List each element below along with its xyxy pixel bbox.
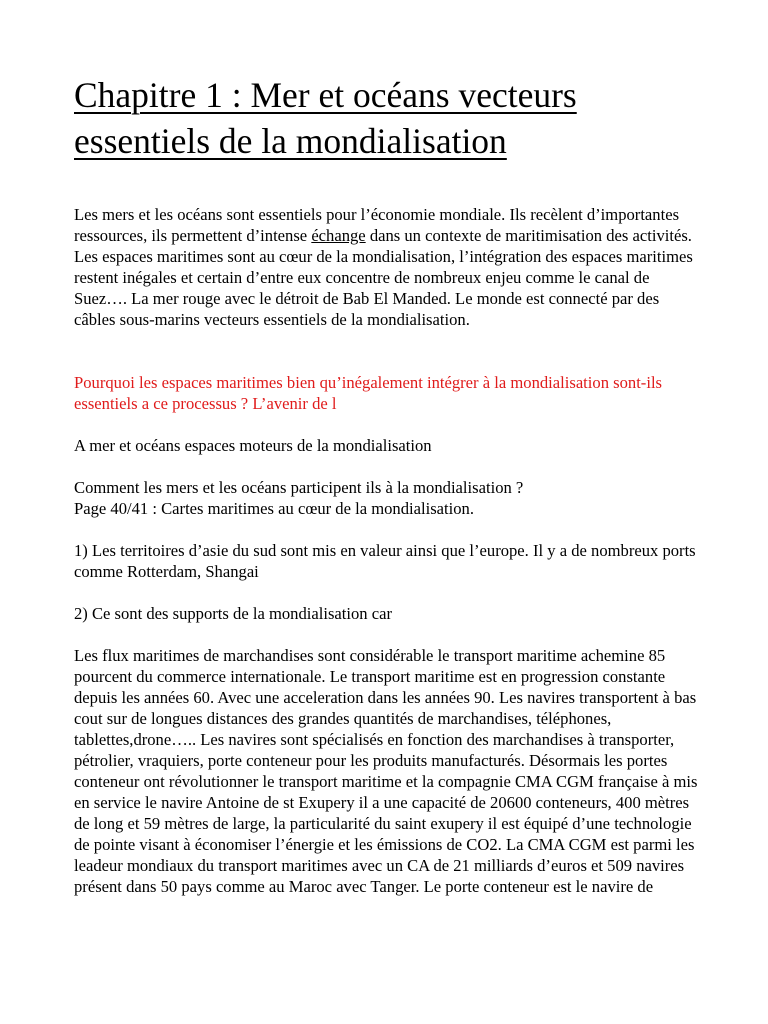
intro-text-start: Les mers et les océans sont essentiels pour l’économie mondiale. Ils recèlent d’importantes ressources, ils permettent d’intense — [74, 205, 680, 245]
maritime-flows-paragraph: Les flux maritimes de marchandises sont considérable le transport maritime achemine 85 pourcent du commerce internationale. Le transport maritime est en progression constante depuis les années 60. Avec une acceleration dans les années 90. Les navires transportent à bas cout sur de longues distances des grandes quantités de marchandises, téléphones, tablettes,drone….. Les navires sont spécialisés en fonction des marchandises à transporter, pétrolier, vraquiers, porte conteneur pour les produits manufacturés. Désormais les portes conteneur ont révolutionner le transport maritime et la compagnie CMA CGM française à mis en service le navire Antoine de st Exupery il a une capacité de 20600 conteneurs, 400 mètres de long et 59 mètres de large, la particularité du saint exupery il est équipé d’une technologie de pointe visant à économiser l’énergie et les émissions de CO2. La CMA CGM est parmi les leadeur mondiaux du transport maritimes avec un CA de 21 milliards d’euros et 509 navires présent dans 50 pays comme au Maroc avec Tanger. Le porte conteneur est le navire de — [74, 646, 698, 896]
section-heading: A mer et océans espaces moteurs de la mondialisation — [74, 436, 432, 455]
guiding-question: Comment les mers et les océans participent ils à la mondialisation ? — [74, 478, 524, 497]
page-reference: Page 40/41 : Cartes maritimes au cœur de la mondialisation. — [74, 499, 475, 518]
chapter-title: Chapitre 1 : Mer et océans vecteurs essentiels de la mondialisation — [74, 75, 577, 161]
intro-text-end: dans un contexte de maritimisation des activités. Les espaces maritimes sont au cœur de la mondialisation, l’intégration des espaces maritimes restent inégales et certain d’entre eux concentre de nombreux enjeu comme le canal de Suez…. La mer rouge avec le détroit de Bab El Manded. Le monde est connecté par des câbles sous-marins vecteurs essentiels de la mondialisation. — [74, 226, 693, 329]
problematique-question: Pourquoi les espaces maritimes bien qu’inégalement intégrer à la mondialisation sont-ils essentiels a ce processus ? L’avenir de l — [74, 373, 663, 413]
point-two-paragraph: 2) Ce sont des supports de la mondialisation car — [74, 604, 392, 623]
point-one-paragraph: 1) Les territoires d’asie du sud sont mis en valeur ainsi que l’europe. Il y a de nombreux ports comme Rotterdam, Shangai — [74, 541, 696, 581]
document-page — [74, 72, 704, 896]
underlined-word: échange — [311, 226, 366, 245]
intro-paragraph — [74, 204, 704, 330]
